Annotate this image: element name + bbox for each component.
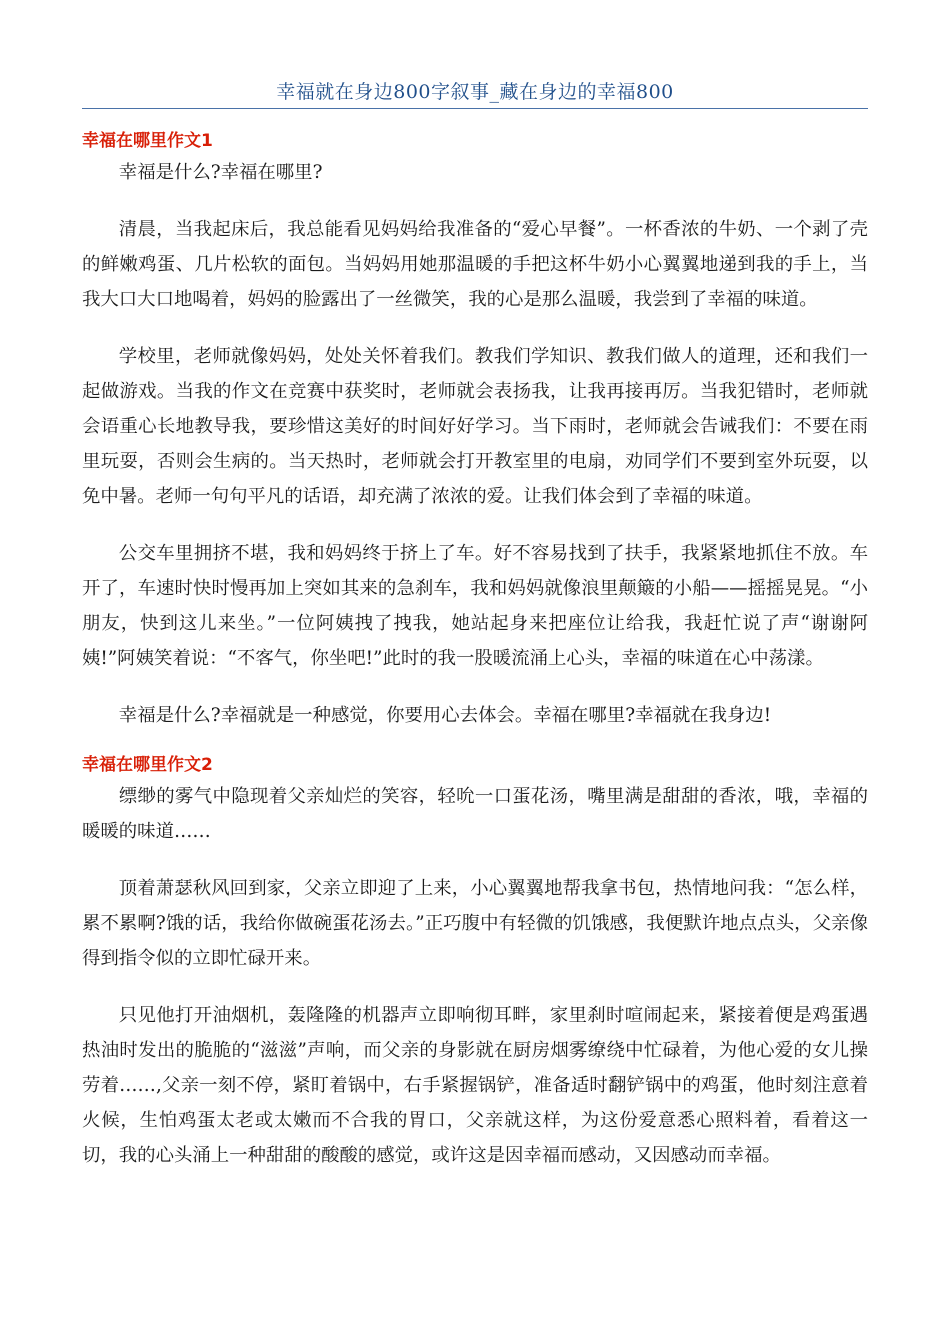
page-header: 幸福就在身边800字叙事_藏在身边的幸福800 [82, 78, 868, 109]
paragraph: 缥缈的雾气中隐现着父亲灿烂的笑容，轻吮一口蛋花汤，嘴里满是甜甜的香浓，哦，幸福的暖暖的味道…… [82, 786, 868, 842]
paragraph: 只见他打开油烟机，轰隆隆的机器声立即响彻耳畔，家里刹时喧闹起来，紧接着便是鸡蛋遇热油时发出的脆脆的“滋滋”声响，而父亲的身影就在厨房烟雾缭绕中忙碌着，为他心爱的女儿操劳着……,父亲一刻不停，紧盯着锅中，右手紧握锅铲，准备适时翻铲锅中的鸡蛋，他时刻注意着火候，生怕鸡蛋太老或太嫩而不合我的胃口，父亲就这样，为这份爱意悉心照料着，看着这一切，我的心头涌上一种甜甜的酸酸的感觉，或许这是因幸福而感动，又因感动而幸福。 [82, 1005, 868, 1166]
paragraph: 学校里，老师就像妈妈，处处关怀着我们。教我们学知识、教我们做人的道理，还和我们一起做游戏。当我的作文在竞赛中获奖时，老师就会表扬我，让我再接再厉。当我犯错时，老师就会语重心长地教导我，要珍惜这美好的时间好好学习。当下雨时，老师就会告诫我们：不要在雨里玩耍，否则会生病的。当天热时，老师就会打开教室里的电扇，劝同学们不要到室外玩耍，以免中暑。老师一句句平凡的话语，却充满了浓浓的爱。让我们体会到了幸福的味道。 [82, 346, 868, 507]
section-title-1: 幸福在哪里作文1 [82, 131, 213, 151]
paragraph: 顶着萧瑟秋风回到家，父亲立即迎了上来，小心翼翼地帮我拿书包，热情地问我：“怎么样，累不累啊?饿的话，我给你做碗蛋花汤去。”正巧腹中有轻微的饥饿感，我便默许地点点头，父亲像得到指令似的立即忙碌开来。 [82, 878, 868, 969]
paragraph: 幸福是什么?幸福在哪里? [118, 162, 323, 183]
paragraph: 幸福是什么?幸福就是一种感觉，你要用心去体会。幸福在哪里?幸福就在我身边! [118, 705, 772, 726]
paragraph: 清晨，当我起床后，我总能看见妈妈给我准备的“爱心早餐”。一杯香浓的牛奶、一个剥了壳的鲜嫩鸡蛋、几片松软的面包。当妈妈用她那温暖的手把这杯牛奶小心翼翼地递到我的手上，当我大口大口地喝着，妈妈的脸露出了一丝微笑，我的心是那么温暖，我尝到了幸福的味道。 [82, 219, 868, 310]
paragraph: 公交车里拥挤不堪，我和妈妈终于挤上了车。好不容易找到了扶手，我紧紧地抓住不放。车开了，车速时快时慢再加上突如其来的急刹车，我和妈妈就像浪里颠簸的小船——摇摇晃晃。“小朋友，快到这儿来坐。”一位阿姨拽了拽我，她站起身来把座位让给我，我赶忙说了声“谢谢阿姨!”阿姨笑着说：“不客气，你坐吧!”此时的我一股暖流涌上心头，幸福的味道在心中荡漾。 [82, 543, 868, 669]
section-title-2: 幸福在哪里作文2 [82, 755, 213, 775]
document-page [82, 78, 868, 1173]
